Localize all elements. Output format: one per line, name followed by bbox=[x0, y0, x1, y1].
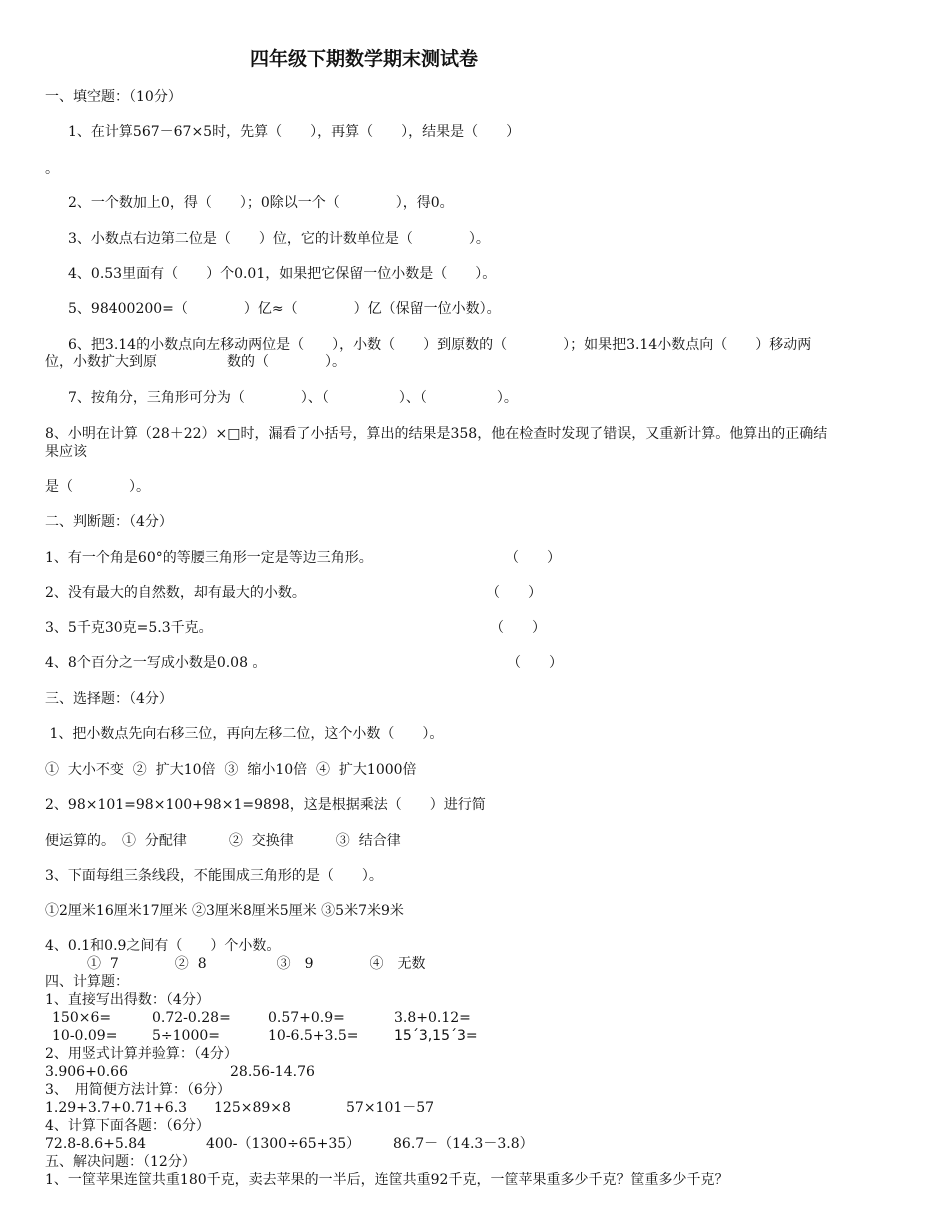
fill-question-8-line3: 是（ ）。 bbox=[45, 479, 150, 495]
calc-item: 150×6= bbox=[52, 1010, 112, 1026]
fill-question-5: 5、98400200=（ ）亿≈（ ）亿（保留一位小数）。 bbox=[68, 301, 501, 317]
section-heading-word-problems: 五、解决问题：（12分） bbox=[45, 1154, 196, 1170]
calc-item: 10-6.5+3.5= bbox=[268, 1028, 359, 1044]
calc-item: 3.8+0.12= bbox=[394, 1010, 471, 1026]
choice-options-3: ①2厘米16厘米17厘米 ②3厘米8厘米5厘米 ③5米7米9米 bbox=[45, 903, 404, 919]
calc-item: 3.906+0.66 bbox=[45, 1064, 128, 1080]
calc-question-2: 2、用竖式计算并验算：（4分） bbox=[45, 1046, 238, 1062]
calc-item: 1.29+3.7+0.71+6.3 bbox=[45, 1100, 188, 1116]
fill-question-6-line2: 位，小数扩大到原 数的（ ）。 bbox=[45, 354, 346, 370]
tf-answer-3: （ ） bbox=[490, 620, 546, 636]
tf-question-4: 4、8个百分之一写成小数是0.08 。 bbox=[45, 655, 267, 671]
calc-item: 57×101－57 bbox=[346, 1100, 435, 1116]
calc-item: 0.57+0.9= bbox=[268, 1010, 345, 1026]
fill-question-6-line1: 6、把3.14的小数点向左移动两位是（ ），小数（ ）到原数的（ ）；如果把3.14小数点向（ ）移动两 bbox=[68, 337, 812, 353]
page-title: 四年级下期数学期末测试卷 bbox=[250, 48, 479, 70]
tf-question-2: 2、没有最大的自然数，却有最大的小数。 bbox=[45, 585, 306, 601]
fill-question-1: 1、在计算567－67×5时，先算（ ），再算（ ），结果是（ ） bbox=[68, 124, 521, 140]
calc-item: 86.7－（14.3－3.8） bbox=[393, 1136, 534, 1152]
fill-question-2: 2、一个数加上0，得（ ）；0除以一个（ ），得0。 bbox=[68, 195, 454, 211]
calc-question-1: 1、直接写出得数：（4分） bbox=[45, 992, 210, 1008]
choice-question-2: 2、98×101=98×100+98×1=9898，这是根据乘法（ ）进行简 bbox=[45, 797, 486, 813]
calc-item: 72.8-8.6+5.84 bbox=[45, 1136, 147, 1152]
calc-item: 28.56-14.76 bbox=[230, 1064, 315, 1080]
calc-item: 125×89×8 bbox=[214, 1100, 291, 1116]
choice-question-1: 1、把小数点先向右移三位，再向左移二位，这个小数（ ）。 bbox=[45, 726, 444, 742]
calc-item: 0.72-0.28= bbox=[152, 1010, 231, 1026]
section-heading-choice: 三、选择题：（4分） bbox=[45, 691, 173, 707]
calc-item: 15´3,15´3= bbox=[394, 1028, 478, 1044]
choice-options-1: ① 大小不变 ② 扩大10倍 ③ 缩小10倍 ④ 扩大1000倍 bbox=[45, 762, 417, 778]
calc-item: 5÷1000= bbox=[152, 1028, 220, 1044]
section-heading-fill-blank: 一、填空题：（10分） bbox=[45, 89, 182, 105]
choice-question-3: 3、下面每组三条线段，不能围成三角形的是（ ）。 bbox=[45, 868, 383, 884]
choice-question-4: 4、0.1和0.9之间有（ ）个小数。 bbox=[45, 938, 281, 954]
tf-answer-1: （ ） bbox=[505, 550, 561, 566]
fill-question-8-line2: 果应该 bbox=[45, 444, 87, 460]
fill-question-4: 4、0.53里面有（ ）个0.01，如果把它保留一位小数是（ ）。 bbox=[68, 266, 497, 282]
calc-item: 10-0.09= bbox=[52, 1028, 118, 1044]
calc-question-3: 3、 用简便方法计算：（6分） bbox=[45, 1082, 231, 1098]
choice-options-2: 便运算的。 ① 分配律 ② 交换律 ③ 结合律 bbox=[45, 833, 401, 849]
fill-question-3: 3、小数点右边第二位是（ ）位，它的计数单位是（ ）。 bbox=[68, 231, 490, 247]
fill-question-1-tail: 。 bbox=[45, 161, 59, 177]
calc-question-4: 4、计算下面各题：（6分） bbox=[45, 1118, 210, 1134]
choice-options-4: ① 7 ② 8 ③ 9 ④ 无数 bbox=[45, 956, 426, 972]
word-problem-1: 1、一筐苹果连筐共重180千克，卖去苹果的一半后，连筐共重92千克，一筐苹果重多少千克？筐重多少千克？ bbox=[45, 1172, 729, 1188]
tf-question-3: 3、5千克30克=5.3千克。 bbox=[45, 620, 213, 636]
section-heading-true-false: 二、判断题：（4分） bbox=[45, 514, 173, 530]
tf-answer-2: （ ） bbox=[486, 585, 542, 601]
section-heading-calculation: 四、计算题： bbox=[45, 974, 129, 990]
fill-question-8-line1: 8、小明在计算（28＋22）×□时，漏看了小括号，算出的结果是358，他在检查时发现了错误，又重新计算。他算出的正确结 bbox=[45, 426, 828, 442]
tf-question-1: 1、有一个角是60°的等腰三角形一定是等边三角形。 bbox=[45, 550, 373, 566]
fill-question-7: 7、按角分，三角形可分为（ ）、（ ）、（ ）。 bbox=[68, 390, 518, 406]
tf-answer-4: （ ） bbox=[507, 655, 563, 671]
calc-item: 400-（1300÷65+35） bbox=[206, 1136, 361, 1152]
